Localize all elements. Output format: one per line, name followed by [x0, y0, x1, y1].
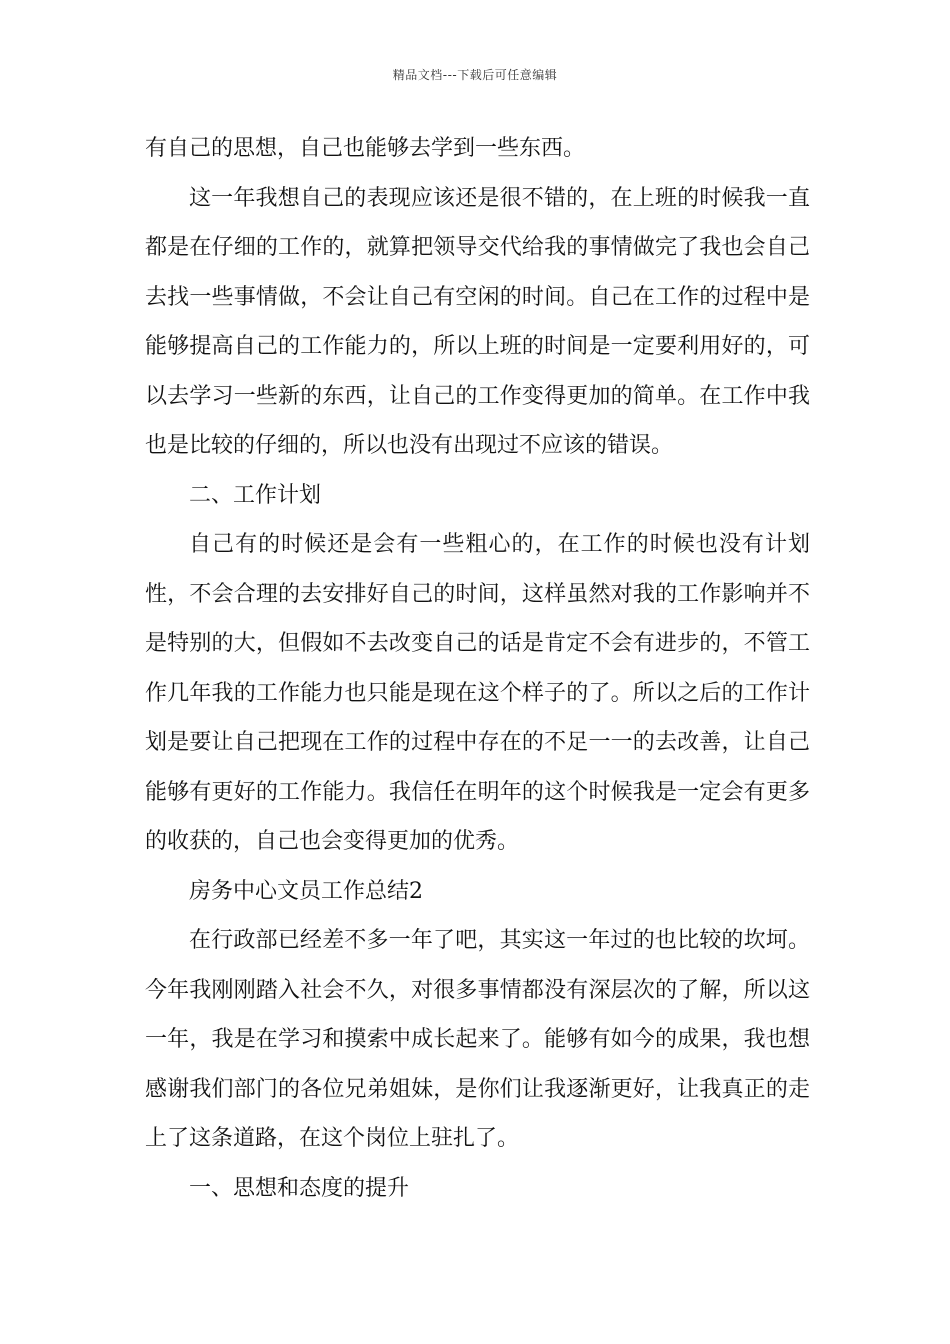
- document-body: [145, 124, 810, 1213]
- section-heading: 一、思想和态度的提升: [189, 1175, 410, 1201]
- paragraph: 在行政部已经差不多一年了吧，其实这一年过的也比较的坎坷。今年我刚刚踏入社会不久，对很多事情都没有深层次的了解，所以这一年，我是在学习和摸索中成长起来了。能够有如今的成果，我也想感谢我们部门的各位兄弟姐妹，是你们让我逐渐更好，让我真正的走上了这条道路，在这个岗位上驻扎了。: [145, 928, 810, 1151]
- section-heading: 二、工作计划: [189, 482, 322, 508]
- page-header: 精品文档---下载后可任意编辑: [392, 68, 558, 82]
- document-title: 房务中心文员工作总结2: [189, 878, 423, 904]
- paragraph: 自己有的时候还是会有一些粗心的，在工作的时候也没有计划性，不会合理的去安排好自己的时间，这样虽然对我的工作影响并不是特别的大，但假如不去改变自己的话是肯定不会有进步的，不管工作几年我的工作能力也只能是现在这个样子的了。所以之后的工作计划是要让自己把现在工作的过程中存在的不足一一的去改善，让自己能够有更好的工作能力。我信任在明年的这个时候我是一定会有更多的收获的，自己也会变得更加的优秀。: [145, 532, 810, 854]
- paragraph: 有自己的思想，自己也能够去学到一些东西。: [145, 136, 586, 161]
- paragraph: 这一年我想自己的表现应该还是很不错的，在上班的时候我一直都是在仔细的工作的，就算把领导交代给我的事情做完了我也会自己去找一些事情做，不会让自己有空闲的时间。自己在工作的过程中是能够提高自己的工作能力的，所以上班的时间是一定要利用好的，可以去学习一些新的东西，让自己的工作变得更加的简单。在工作中我也是比较的仔细的，所以也没有出现过不应该的错误。: [145, 185, 810, 458]
